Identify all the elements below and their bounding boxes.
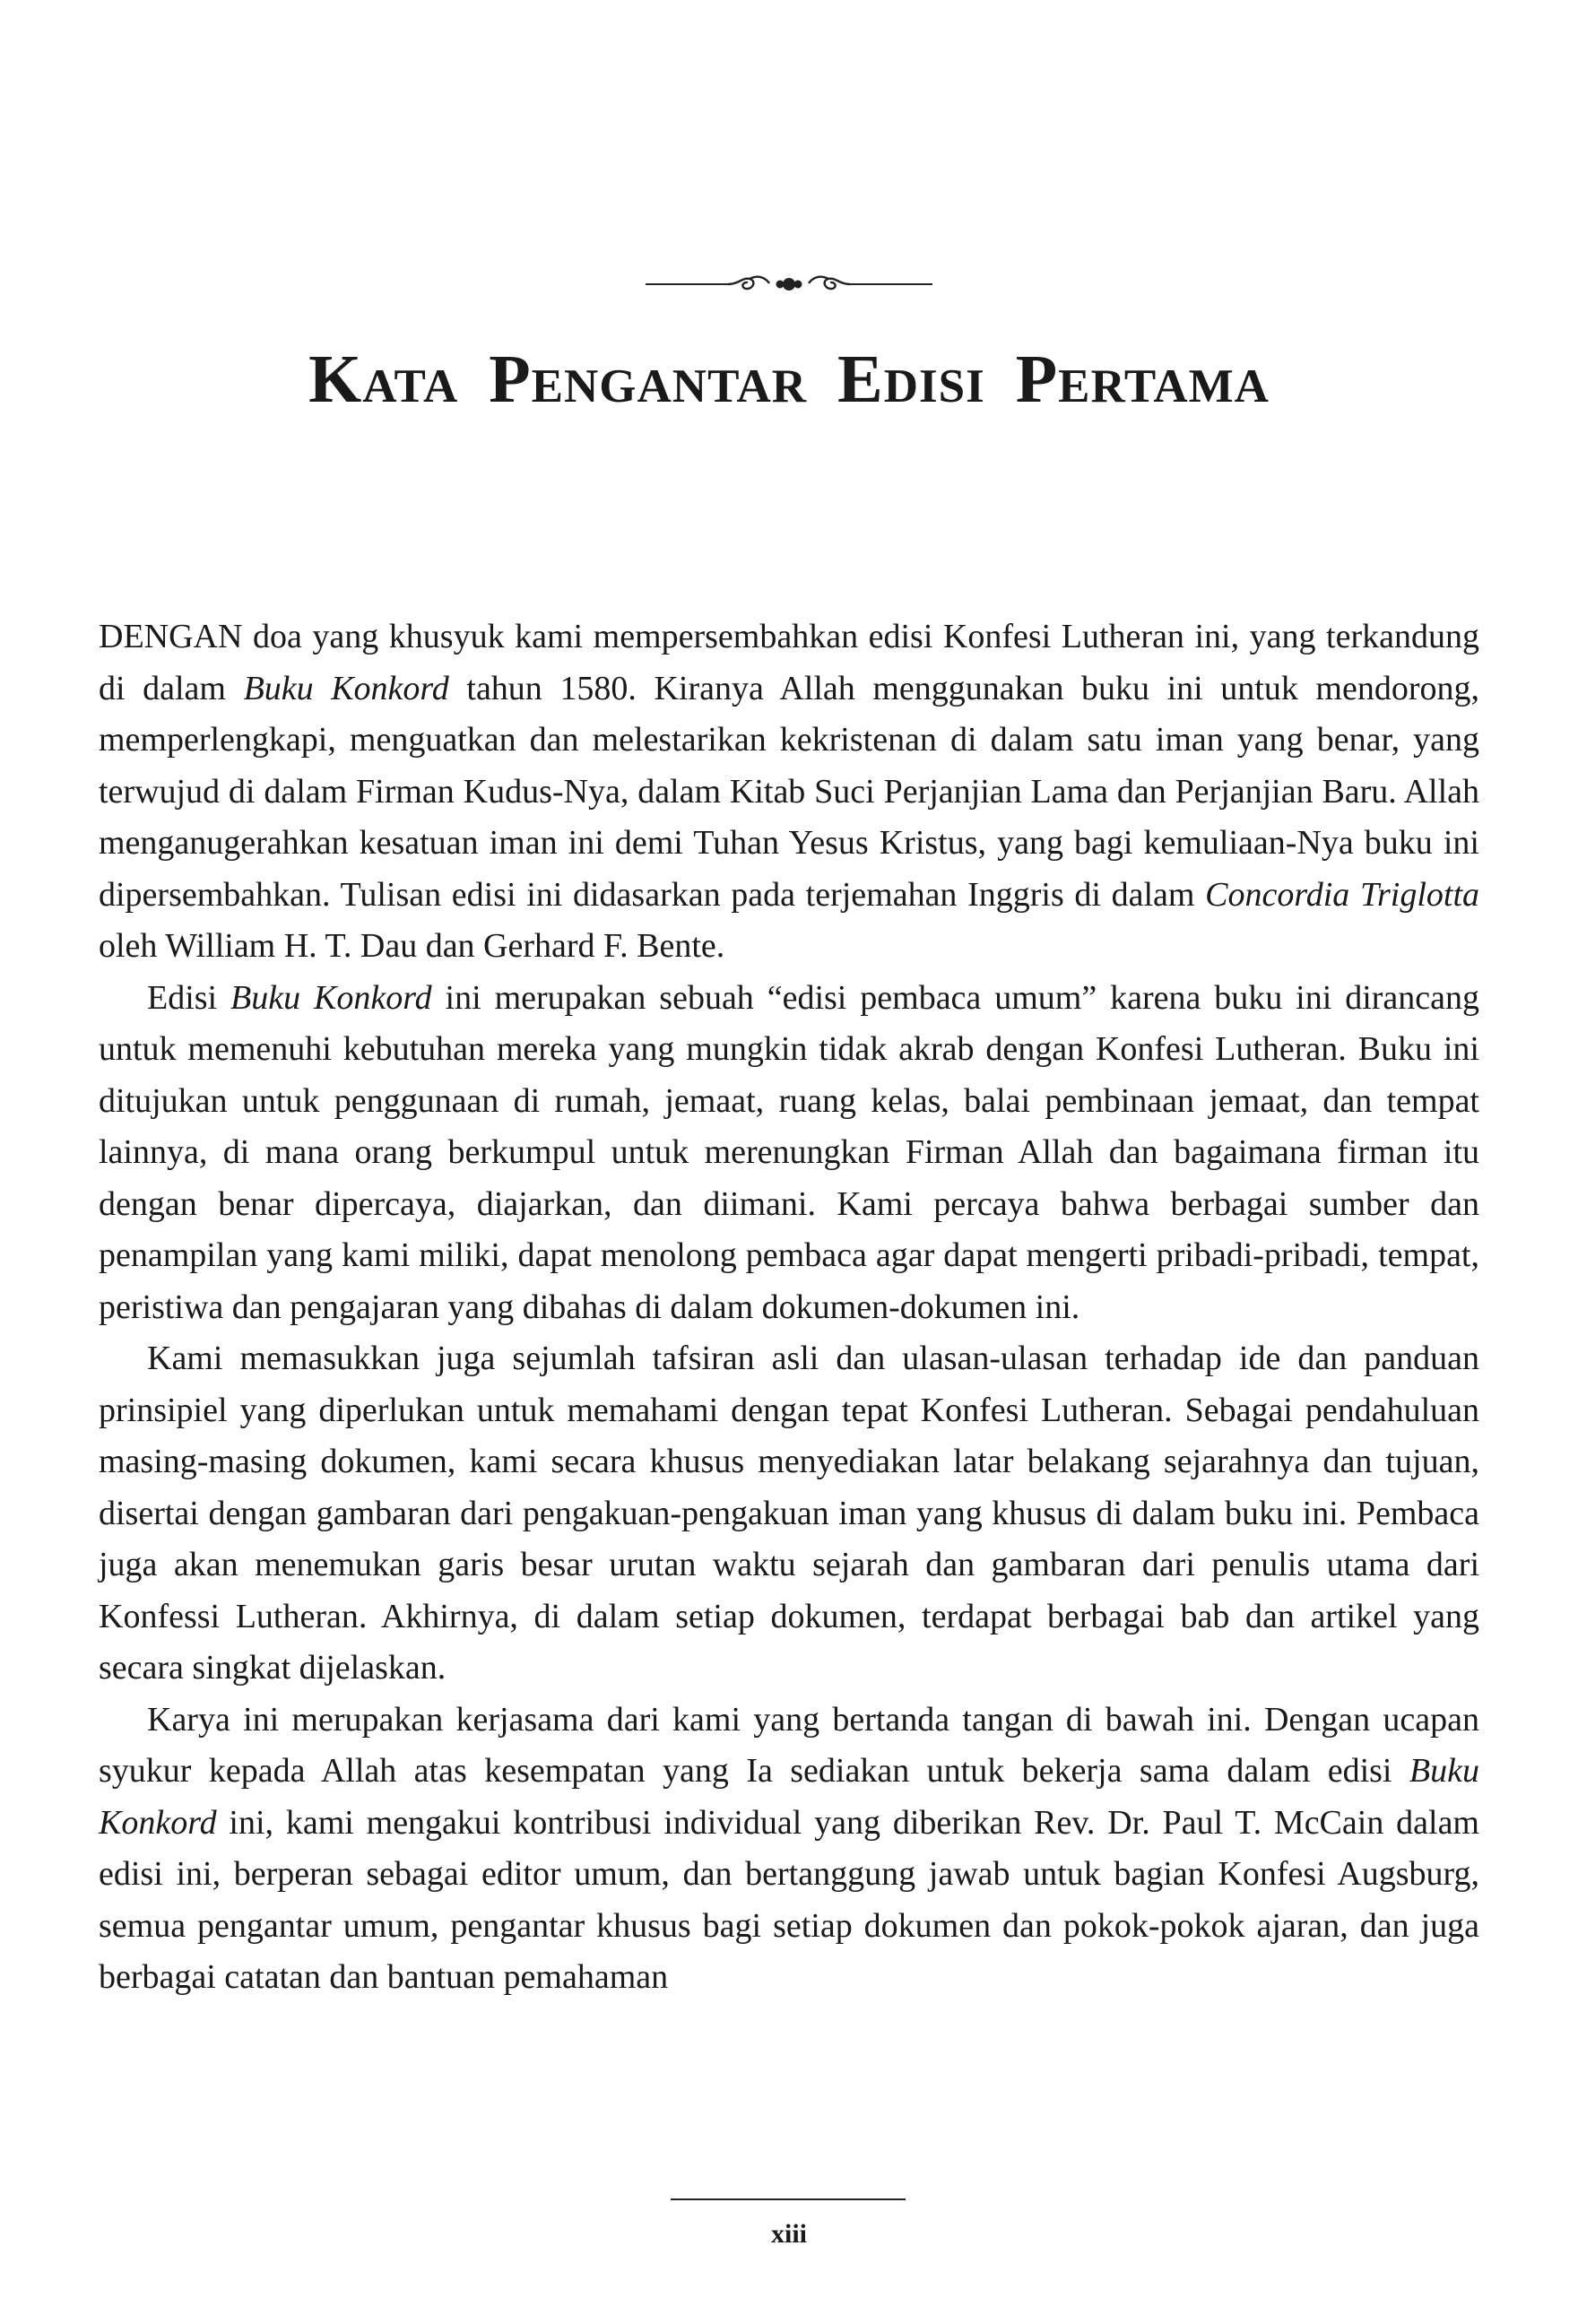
body-text <box>99 611 1479 2004</box>
paragraph-text: ini merupakan sebuah “edisi pembaca umum” karena buku ini dirancang untuk memenuhi kebutuhan mereka yang mungkin tidak akrab dengan Konfesi Lutheran. Buku ini ditujukan untuk penggunaan di rumah, jemaat, ruang kelas, balai pembinaan jemaat, dan tempat lainnya, di mana orang berkumpul untuk merenungkan Firman Allah dan bagaimana firman itu dengan benar dipercaya, diajarkan, dan diimani. Kami percaya bahwa berbagai sumber dan penampilan yang kami miliki, dapat menolong pembaca agar dapat mengerti pribadi-pribadi, tempat, peristiwa dan pengajaran yang dibahas di dalam dokumen-dokumen ini. <box>99 978 1480 1326</box>
paragraph <box>99 611 1479 973</box>
italic-title-text: Buku Konkord <box>243 669 449 707</box>
paragraph-text: Karya ini merupakan kerjasama dari kami yang bertanda tangan di bawah ini. Dengan ucapan syukur kepada Allah atas kesempatan yang Ia sediakan untuk bekerja sama dalam edisi <box>99 1700 1479 1790</box>
italic-title-text: Buku Konkord <box>99 1752 1479 1842</box>
italic-title-text: Buku Konkord <box>230 978 432 1017</box>
italic-title-text: Concordia Triglotta <box>1205 875 1480 914</box>
paragraph <box>99 1695 1479 2004</box>
paragraph-text: Edisi <box>147 978 231 1017</box>
page-title: Kata Pengantar Edisi Pertama <box>308 342 1270 417</box>
paragraph-text: tahun 1580. Kiranya Allah menggunakan buku ini untuk mendorong, memperlengkapi, menguatkan dan melestarikan kekristenan di dalam satu iman yang benar, yang terwujud di dalam Firman Kudus-Nya, dalam Kitab Suci Perjanjian Lama dan Perjanjian Baru. Allah menganugerahkan kesatuan iman ini demi Tuhan Yesus Kristus, yang bagi kemuliaan-Nya buku ini dipersembahkan. Tulisan edisi ini didasarkan pada terjemahan Inggris di dalam <box>99 669 1480 914</box>
paragraph-text: Kami memasukkan juga sejumlah tafsiran asli dan ulasan-ulasan terhadap ide dan panduan prinsipiel yang diperlukan untuk memahami dengan tepat Konfesi Lutheran. Sebagai pendahuluan masing-masing dokumen, kami secara khusus menyediakan latar belakang sejarahnya dan tujuan, disertai dengan gambaran dari pengakuan-pengakuan iman yang khusus di dalam buku ini. Pembaca juga akan menemukan garis besar urutan waktu sejarah dan gambaran dari penulis utama dari Konfessi Lutheran. Akhirnya, di dalam setiap dokumen, terdapat berbagai bab dan artikel yang secara singkat dijelaskan. <box>99 1340 1479 1687</box>
paragraph-text: ini, kami mengakui kontribusi individual yang diberikan Rev. Dr. Paul T. McCain dalam edisi ini, berperan sebagai editor umum, dan bertanggung jawab untuk bagian Konfesi Augsburg, semua pengantar umum, pengantar khusus bagi setiap dokumen dan pokok-pokok ajaran, dan juga berbagai catatan dan bantuan pemahaman <box>99 1803 1479 1996</box>
page-number: xiii <box>770 2219 807 2249</box>
paragraph-text: DENGAN doa yang khusyuk kami mempersembahkan edisi Konfesi Lutheran ini, yang terkandung di dalam <box>99 618 1479 707</box>
paragraph <box>99 1333 1479 1695</box>
paragraph-text: oleh William H. T. Dau dan Gerhard F. Bente. <box>99 927 725 965</box>
footer-rule <box>671 2198 906 2200</box>
vine-flourish-ornament-icon <box>646 269 932 299</box>
paragraph <box>99 973 1479 1334</box>
